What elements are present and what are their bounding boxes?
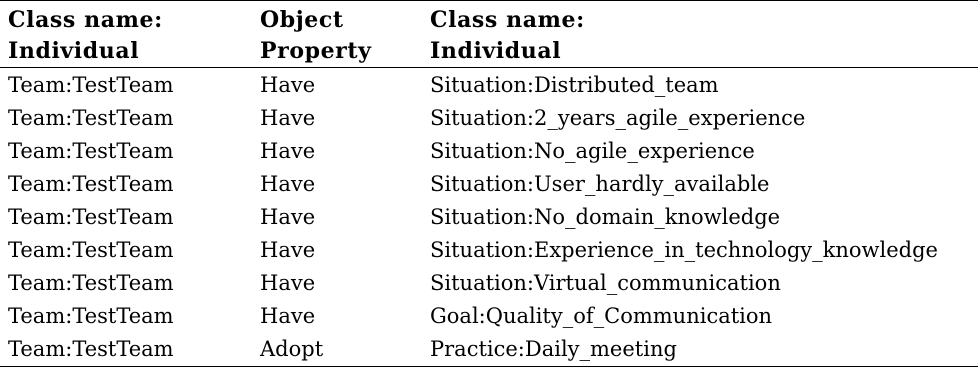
- row-property: Have: [260, 238, 316, 262]
- header-property-line2: Property: [260, 38, 372, 64]
- row-object: Situation:No_domain_knowledge: [430, 205, 781, 229]
- row-subject: Team:TestTeam: [8, 139, 174, 163]
- row-subject: Team:TestTeam: [8, 73, 174, 97]
- table-body: [0, 68, 978, 367]
- table-header: [0, 1, 978, 68]
- row-object: Situation:Experience_in_technology_knowledge: [430, 238, 938, 262]
- header-object-line2: Individual: [430, 38, 562, 64]
- row-property: Have: [260, 304, 316, 328]
- row-object: Situation:No_agile_experience: [430, 139, 755, 163]
- table-row: [0, 333, 978, 367]
- row-object: Practice:Daily_meeting: [422, 333, 978, 367]
- header-object-class: [422, 5, 978, 68]
- row-subject: Team:TestTeam: [8, 238, 174, 262]
- header-object-line1: Class name:: [430, 7, 585, 33]
- header-property-line1: Object: [260, 7, 344, 33]
- row-object: Goal:Quality_of_Communication: [430, 304, 773, 328]
- row-property: Have: [260, 271, 316, 295]
- row-object: Situation:Virtual_communication: [430, 271, 781, 295]
- header-subject-line2: Individual: [8, 38, 140, 64]
- row-property: Have: [260, 73, 316, 97]
- header-subject-class: [0, 5, 252, 68]
- table-row: [0, 234, 978, 267]
- row-subject: Team:TestTeam: [8, 106, 174, 130]
- table-row: [0, 102, 978, 135]
- table-row: [0, 201, 978, 234]
- row-subject: Team:TestTeam: [8, 205, 174, 229]
- table-row: [0, 168, 978, 201]
- row-object: Situation:2_years_agile_experience: [430, 106, 806, 130]
- header-object-property: [252, 5, 422, 68]
- table-row: [0, 135, 978, 168]
- row-object: Situation:User_hardly_available: [430, 172, 770, 196]
- row-object: Situation:Distributed_team: [430, 73, 719, 97]
- row-property: Have: [260, 139, 316, 163]
- header-row: [0, 5, 978, 68]
- header-subject-line1: Class name:: [8, 7, 163, 33]
- row-subject: Team:TestTeam: [8, 304, 174, 328]
- row-subject: Team:TestTeam: [0, 333, 252, 367]
- row-property: Have: [260, 106, 316, 130]
- table-row: [0, 68, 978, 103]
- row-property: Have: [260, 172, 316, 196]
- table-row: [0, 267, 978, 300]
- row-property: Have: [260, 205, 316, 229]
- table-row: [0, 300, 978, 333]
- row-property: Adopt: [252, 333, 422, 367]
- row-subject: Team:TestTeam: [8, 271, 174, 295]
- row-subject: Team:TestTeam: [8, 172, 174, 196]
